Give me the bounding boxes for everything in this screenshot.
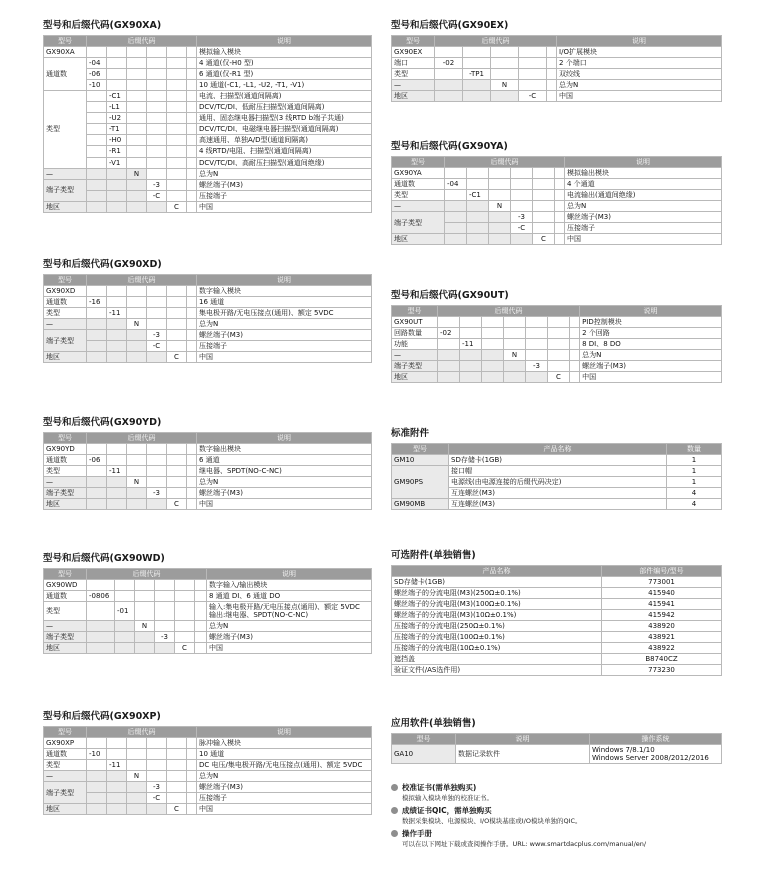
- model-table-gx90xa: [43, 35, 372, 213]
- table-row: -C 压接端子: [392, 223, 722, 234]
- table-row: GA10 数据记录软件 Windows 7/8.1/10 Windows Server 2008/2012/2016: [392, 745, 722, 764]
- section-title: 标准附件: [391, 428, 430, 439]
- model-table-gx90ya: [391, 156, 722, 245]
- table-row: 回路数量 -02 2 个回路: [392, 328, 722, 339]
- table-header: 型号 后缀代码 说明: [44, 275, 372, 286]
- table-row: 端口 -02 2 个端口: [392, 58, 722, 69]
- table-row: 类型 -TP1 双绞线: [392, 69, 722, 80]
- table-row: 电源线(由电源连接的后缀代码决定) 1: [392, 477, 722, 488]
- table-row: — N 总为N: [44, 319, 372, 330]
- section-gx90ya: [391, 138, 722, 245]
- table-row: 端子类型 -3 螺丝端子(M3): [392, 361, 722, 372]
- note-calibration-certificate: 校准证书(需单独购买) 模拟输入模块单独的校准证书。: [391, 782, 761, 802]
- table-row: 端子类型 -3 螺丝端子(M3): [44, 488, 372, 499]
- table-row: 通道数 -10 10 通道: [44, 749, 372, 760]
- table-header: 型号 后缀代码 说明: [44, 433, 372, 444]
- section-title: 型号和后缀代码(GX90YD): [43, 417, 162, 428]
- table-row: 遮挡盖 B8740CZ: [392, 654, 722, 665]
- model-table-gx90xp: [43, 726, 372, 815]
- section-gx90yd: [43, 414, 372, 510]
- table-row: -C 压接端子: [44, 190, 372, 201]
- table-header: 型号 说明 操作系统: [392, 734, 722, 745]
- section-title: 型号和后缀代码(GX90XP): [43, 711, 161, 722]
- model-table-gx90xd: [43, 274, 372, 363]
- section-gx90wd: [43, 550, 372, 654]
- table-row: GX90WD 数字输入/输出模块: [44, 580, 372, 591]
- table-header: 型号 后缀代码 说明: [392, 157, 722, 168]
- note-user-manual: 操作手册 可以在以下网址下载或查阅操作手册。URL: www.smartdacplus.com/manual/en/: [391, 828, 761, 848]
- table-row: 地区 C 中国: [44, 804, 372, 815]
- table-row: -V1 DCV/TC/DI、高耐压扫描型(通道间绝缘): [44, 157, 372, 168]
- section-gx90xd: [43, 256, 372, 363]
- table-header: 型号 后缀代码 说明: [392, 306, 722, 317]
- table-row: -06 6 通道(仅-R1 型): [44, 69, 372, 80]
- model-table-gx90yd: [43, 432, 372, 510]
- table-row: GM90PS 接口帽 1: [392, 466, 722, 477]
- section-title: 型号和后缀代码(GX90EX): [391, 20, 509, 31]
- section-title: 可选附件(单独销售): [391, 550, 476, 561]
- standard-accessories-table: [391, 443, 722, 510]
- table-header: 型号 后缀代码 说明: [44, 36, 372, 47]
- section-gx90ut: [391, 287, 722, 383]
- bullet-icon: [391, 784, 398, 791]
- table-row: GX90UT PID控制模块: [392, 317, 722, 328]
- table-row: — N 总为N: [392, 350, 722, 361]
- table-row: 端子类型 -3 螺丝端子(M3): [44, 782, 372, 793]
- table-row: 地区 C 中国: [44, 499, 372, 510]
- table-row: GX90XA 模拟输入模块: [44, 47, 372, 58]
- table-row: 螺丝端子的分流电阻(M3)(10Ω±0.1%) 415942: [392, 610, 722, 621]
- table-header: 型号 后缀代码 说明: [392, 36, 722, 47]
- table-row: SD存储卡(1GB) 773001: [392, 577, 722, 588]
- table-row: GX90EX I/O扩展模块: [392, 47, 722, 58]
- table-row: -C 压接端子: [44, 341, 372, 352]
- table-row: GM90MB 互连螺丝(M3) 4: [392, 499, 722, 510]
- table-row: 压接端子的分流电阻(250Ω±0.1%) 438920: [392, 621, 722, 632]
- section-title: 型号和后缀代码(GX90XD): [43, 259, 162, 270]
- table-header: 产品名称 部件编号/型号: [392, 566, 722, 577]
- table-row: -L1 DCV/TC/DI、低耐压扫描型(通道间隔离): [44, 102, 372, 113]
- table-row: -U2 通用、固态继电器扫描型(3 线RTD b端子共通): [44, 113, 372, 124]
- table-row: 类型 -01 输入:集电极开路/无电压接点(通用)、额定 5VDC 输出:继电器、SPDT(NO-C-NC): [44, 602, 372, 621]
- model-table-gx90ex: [391, 35, 722, 102]
- table-row: 地区 C 中国: [392, 234, 722, 245]
- table-row: -R1 4 线RTD/电阻、扫描型(通道间隔离): [44, 146, 372, 157]
- table-row: GM10 SD存储卡(1GB) 1: [392, 455, 722, 466]
- table-row: 互连螺丝(M3) 4: [392, 488, 722, 499]
- table-row: 通道数 -04 4 个通道: [392, 179, 722, 190]
- table-row: 通道数 -0806 8 通道 DI、6 通道 DO: [44, 591, 372, 602]
- table-row: — N 总为N: [392, 201, 722, 212]
- table-row: 通道数 -04 4 通道(仅-H0 型): [44, 58, 372, 69]
- section-gx90ex: [391, 17, 722, 102]
- table-row: -10 10 通道(-C1, -L1, -U2, -T1, -V1): [44, 80, 372, 91]
- section-optional-accessories: [391, 547, 722, 676]
- table-row: — N 总为N: [44, 477, 372, 488]
- table-row: 类型 -11 继电器、SPDT(NO-C-NC): [44, 466, 372, 477]
- table-row: GX90XD 数字输入模块: [44, 286, 372, 297]
- table-row: 端子类型 -3 螺丝端子(M3): [44, 632, 372, 643]
- table-row: -H0 高速通用、单独A/D型(通道间隔离): [44, 135, 372, 146]
- table-row: 端子类型 -3 螺丝端子(M3): [392, 212, 722, 223]
- bullet-icon: [391, 807, 398, 814]
- section-title: 应用软件(单独销售): [391, 718, 476, 729]
- table-row: GX90YA 模拟输出模块: [392, 168, 722, 179]
- table-row: 类型 -C1 电流、扫描型(通道间隔离): [44, 91, 372, 102]
- table-row: 地区 C 中国: [44, 201, 372, 212]
- bullet-icon: [391, 830, 398, 837]
- section-title: 型号和后缀代码(GX90YA): [391, 141, 508, 152]
- table-row: 功能 -11 8 DI、8 DO: [392, 339, 722, 350]
- section-title: 型号和后缀代码(GX90XA): [43, 20, 162, 31]
- model-table-gx90wd: [43, 568, 372, 654]
- table-row: -T1 DCV/TC/DI、电磁继电器扫描型(通道间隔离): [44, 124, 372, 135]
- section-gx90xp: [43, 708, 372, 815]
- table-row: 压接端子的分流电阻(10Ω±0.1%) 438922: [392, 643, 722, 654]
- table-header: 型号 产品名称 数量: [392, 444, 722, 455]
- table-row: 通道数 -06 6 通道: [44, 455, 372, 466]
- table-row: -C 压接端子: [44, 793, 372, 804]
- table-row: 类型 -C1 电流输出(通道间绝缘): [392, 190, 722, 201]
- table-row: 地区 C 中国: [392, 372, 722, 383]
- section-title: 型号和后缀代码(GX90WD): [43, 553, 165, 564]
- section-application-software: [391, 715, 722, 764]
- table-row: — N 总为N: [44, 621, 372, 632]
- application-software-table: [391, 733, 722, 764]
- table-row: 螺丝端子的分流电阻(M3)(250Ω±0.1%) 415940: [392, 588, 722, 599]
- note-qic-certificate: 成绩证书QIC，需单独购买 数据采集模块、电源模块、I/O模块基座或I/O模块单独的QIC。: [391, 805, 761, 825]
- table-row: 端子类型 -3 螺丝端子(M3): [44, 330, 372, 341]
- table-row: 压接端子的分流电阻(100Ω±0.1%) 438921: [392, 632, 722, 643]
- table-row: 地区 C 中国: [44, 352, 372, 363]
- notes: [391, 782, 761, 851]
- table-row: 端子类型 -3 螺丝端子(M3): [44, 179, 372, 190]
- table-row: 类型 -11 集电极开路/无电压接点(通用)、额定 5VDC: [44, 308, 372, 319]
- table-row: GX90YD 数字输出模块: [44, 444, 372, 455]
- table-row: — N 总为N: [44, 771, 372, 782]
- table-row: 类型 -11 DC 电压/集电极开路/无电压接点(通用)、额定 5VDC: [44, 760, 372, 771]
- section-standard-accessories: [391, 425, 722, 510]
- section-gx90xa: [43, 17, 372, 213]
- optional-accessories-table: [391, 565, 722, 676]
- table-row: 通道数 -16 16 通道: [44, 297, 372, 308]
- table-row: 地区 -C 中国: [392, 91, 722, 102]
- model-table-gx90ut: [391, 305, 722, 383]
- table-header: 型号 后缀代码 说明: [44, 727, 372, 738]
- table-row: 地区 C 中国: [44, 643, 372, 654]
- table-row: 螺丝端子的分流电阻(M3)(100Ω±0.1%) 415941: [392, 599, 722, 610]
- table-row: 验证文件(/AS选件用) 773230: [392, 665, 722, 676]
- section-title: 型号和后缀代码(GX90UT): [391, 290, 509, 301]
- table-row: — N 总为N: [44, 168, 372, 179]
- table-row: GX90XP 脉冲输入模块: [44, 738, 372, 749]
- table-row: — N 总为N: [392, 80, 722, 91]
- table-header: 型号 后缀代码 说明: [44, 569, 372, 580]
